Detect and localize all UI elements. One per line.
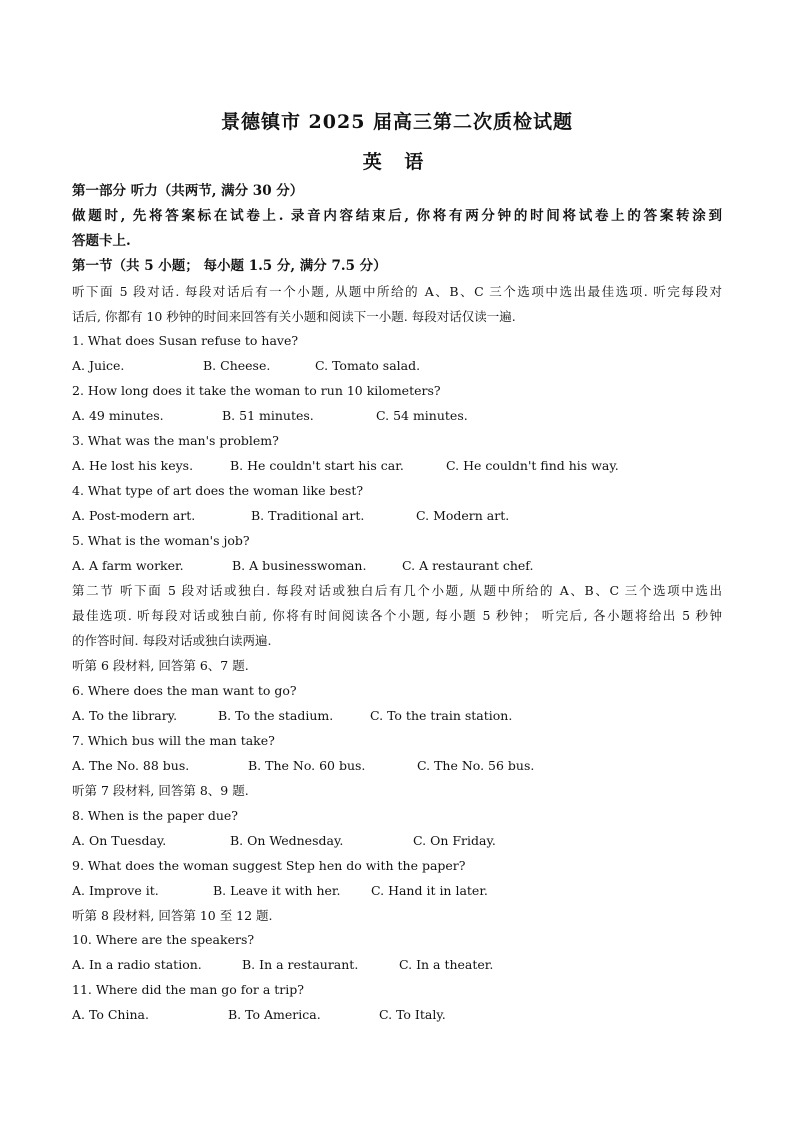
- option-c: C. On Friday.: [413, 833, 496, 848]
- option-c: C. The No. 56 bus.: [417, 758, 535, 773]
- option-b: B. 51 minutes.: [222, 408, 314, 423]
- part1-note-line1: 做题时, 先将答案标在试卷上. 录音内容结束后, 你将有两分钟的时间将试卷上的答案转涂到: [72, 208, 722, 224]
- option-b: B. Cheese.: [203, 358, 271, 373]
- option-c: C. A restaurant chef.: [402, 558, 534, 573]
- section1-instruction-line2: 话后, 你都有 10 秒钟的时间来回答有关小题和阅读下一小题. 每段对话仅读一遍.: [72, 309, 516, 324]
- option-a: A. To China.: [72, 1007, 149, 1022]
- option-a: A. To the library.: [72, 708, 178, 723]
- option-a: A. Post-modern art.: [72, 508, 196, 523]
- question-stem: 5. What is the woman's job?: [72, 533, 250, 548]
- option-a: A. Juice.: [72, 358, 125, 373]
- question-stem: 6. Where does the man want to go?: [72, 683, 297, 698]
- option-b: B. On Wednesday.: [230, 833, 344, 848]
- option-a: A. A farm worker.: [72, 558, 184, 573]
- question-stem: 11. Where did the man go for a trip?: [72, 982, 304, 997]
- section2-instruction-line3: 的作答时间. 每段对话或独白读两遍.: [72, 633, 272, 648]
- subject-title: 英 语: [362, 151, 432, 173]
- option-a: A. Improve it.: [72, 883, 159, 898]
- option-a: A. He lost his keys.: [72, 458, 194, 473]
- section1-heading: 第一节（共 5 小题； 每小题 1.5 分, 满分 7.5 分）: [72, 258, 387, 274]
- material-label: 听第 7 段材料, 回答第 8、9 题.: [72, 783, 249, 798]
- question-stem: 9. What does the woman suggest Step hen do with the paper?: [72, 858, 466, 873]
- question-stem: 1. What does Susan refuse to have?: [72, 333, 299, 348]
- option-b: B. Leave it with her.: [213, 883, 341, 898]
- section1-instruction-line1: 听下面 5 段对话. 每段对话后有一个小题, 从题中所给的 A、B、C 三个选项中选出最佳选项. 听完每段对: [72, 284, 722, 299]
- option-c: C. Hand it in later.: [371, 883, 488, 898]
- option-a: A. In a radio station.: [72, 957, 202, 972]
- exam-title: 景德镇市 2025 届高三第二次质检试题: [220, 111, 574, 133]
- option-b: B. To the stadium.: [218, 708, 334, 723]
- option-c: C. To the train station.: [370, 708, 513, 723]
- part1-note-line2: 答题卡上.: [72, 233, 131, 249]
- option-c: C. Tomato salad.: [315, 358, 421, 373]
- option-b: B. A businesswoman.: [232, 558, 367, 573]
- option-a: A. 49 minutes.: [72, 408, 164, 423]
- option-b: B. He couldn't start his car.: [230, 458, 404, 473]
- option-c: C. 54 minutes.: [376, 408, 468, 423]
- option-b: B. Traditional art.: [251, 508, 365, 523]
- option-c: C. To Italy.: [379, 1007, 446, 1022]
- option-c: C. In a theater.: [399, 957, 494, 972]
- section2-instruction-line1: 第二节 听下面 5 段对话或独白. 每段对话或独白后有几个小题, 从题中所给的 A、B、C 三个选项中选出: [72, 583, 722, 598]
- option-a: A. On Tuesday.: [72, 833, 167, 848]
- part1-heading: 第一部分 听力（共两节, 满分 30 分）: [72, 183, 304, 199]
- option-c: C. Modern art.: [416, 508, 510, 523]
- question-stem: 3. What was the man's problem?: [72, 433, 279, 448]
- option-b: B. To America.: [228, 1007, 321, 1022]
- option-b: B. In a restaurant.: [242, 957, 359, 972]
- question-stem: 10. Where are the speakers?: [72, 932, 255, 947]
- option-b: B. The No. 60 bus.: [248, 758, 366, 773]
- question-stem: 2. How long does it take the woman to run 10 kilometers?: [72, 383, 441, 398]
- option-c: C. He couldn't find his way.: [446, 458, 619, 473]
- section2-instruction-line2: 最佳选项. 听每段对话或独白前, 你将有时间阅读各个小题, 每小题 5 秒钟； 听完后, 各小题将给出 5 秒钟: [72, 608, 722, 623]
- question-stem: 7. Which bus will the man take?: [72, 733, 275, 748]
- material-label: 听第 8 段材料, 回答第 10 至 12 题.: [72, 908, 273, 923]
- option-a: A. The No. 88 bus.: [72, 758, 190, 773]
- question-stem: 8. When is the paper due?: [72, 808, 239, 823]
- question-stem: 4. What type of art does the woman like best?: [72, 483, 364, 498]
- material-label: 听第 6 段材料, 回答第 6、7 题.: [72, 658, 249, 673]
